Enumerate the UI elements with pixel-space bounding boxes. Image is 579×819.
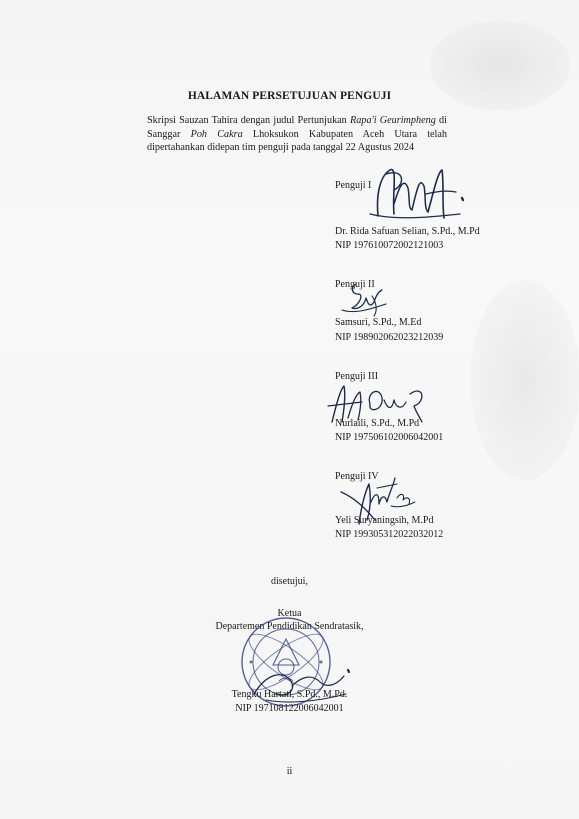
examiner-3-label: Penguji III xyxy=(335,371,379,382)
examiner-1-name: Dr. Rida Safuan Selian, S.Pd., M.Pd xyxy=(335,226,480,237)
signature-examiner-1 xyxy=(364,164,464,230)
examiner-2-nip: NIP 198902062023212039 xyxy=(335,332,444,343)
examiner-4-label: Penguji IV xyxy=(335,471,379,482)
approved-label: disetujui, xyxy=(271,576,308,587)
examiner-4-nip: NIP 199305312022032012 xyxy=(335,529,444,540)
examiner-2-name: Samsuri, S.Pd., M.Ed xyxy=(335,317,422,328)
department-name: Departemen Pendidikan Sendratasik, xyxy=(215,621,364,632)
scan-shadow xyxy=(470,280,579,480)
examiner-2-label: Penguji II xyxy=(335,279,375,290)
intro-text: Lhoksukon Kabupaten Aceh Utara telah dipertahankan didepan tim penguji pada tanggal 22 Agustus 2024 xyxy=(147,128,447,154)
chair-name: Tengku Hartati, S.Pd., M.Pd. xyxy=(231,689,348,700)
intro-text: Skripsi Sauzan Tahira dengan judul Pertunjukan xyxy=(147,115,351,126)
examiner-1-label: Penguji I xyxy=(335,180,372,191)
examiner-3-nip: NIP 197506102006042001 xyxy=(335,432,444,443)
chair-nip: NIP 197108122006042001 xyxy=(235,703,344,714)
page-title: HALAMAN PERSETUJUAN PENGUJI xyxy=(187,90,392,102)
intro-paragraph xyxy=(147,114,447,155)
intro-italic-title: Rapa'i Geurimpheng xyxy=(350,115,436,126)
chair-title: Ketua xyxy=(277,608,302,619)
intro-italic-place: Poh Cakra xyxy=(190,128,243,140)
page-number: ii xyxy=(286,766,293,777)
examiner-3-name: Nurlaili, S.Pd., M.Pd xyxy=(335,418,420,429)
examiner-1-nip: NIP 197610072002121003 xyxy=(335,240,444,251)
examiner-4-name: Yeli Suryaningsih, M.Pd xyxy=(335,515,434,526)
intro-text: di Sanggar xyxy=(147,115,447,140)
